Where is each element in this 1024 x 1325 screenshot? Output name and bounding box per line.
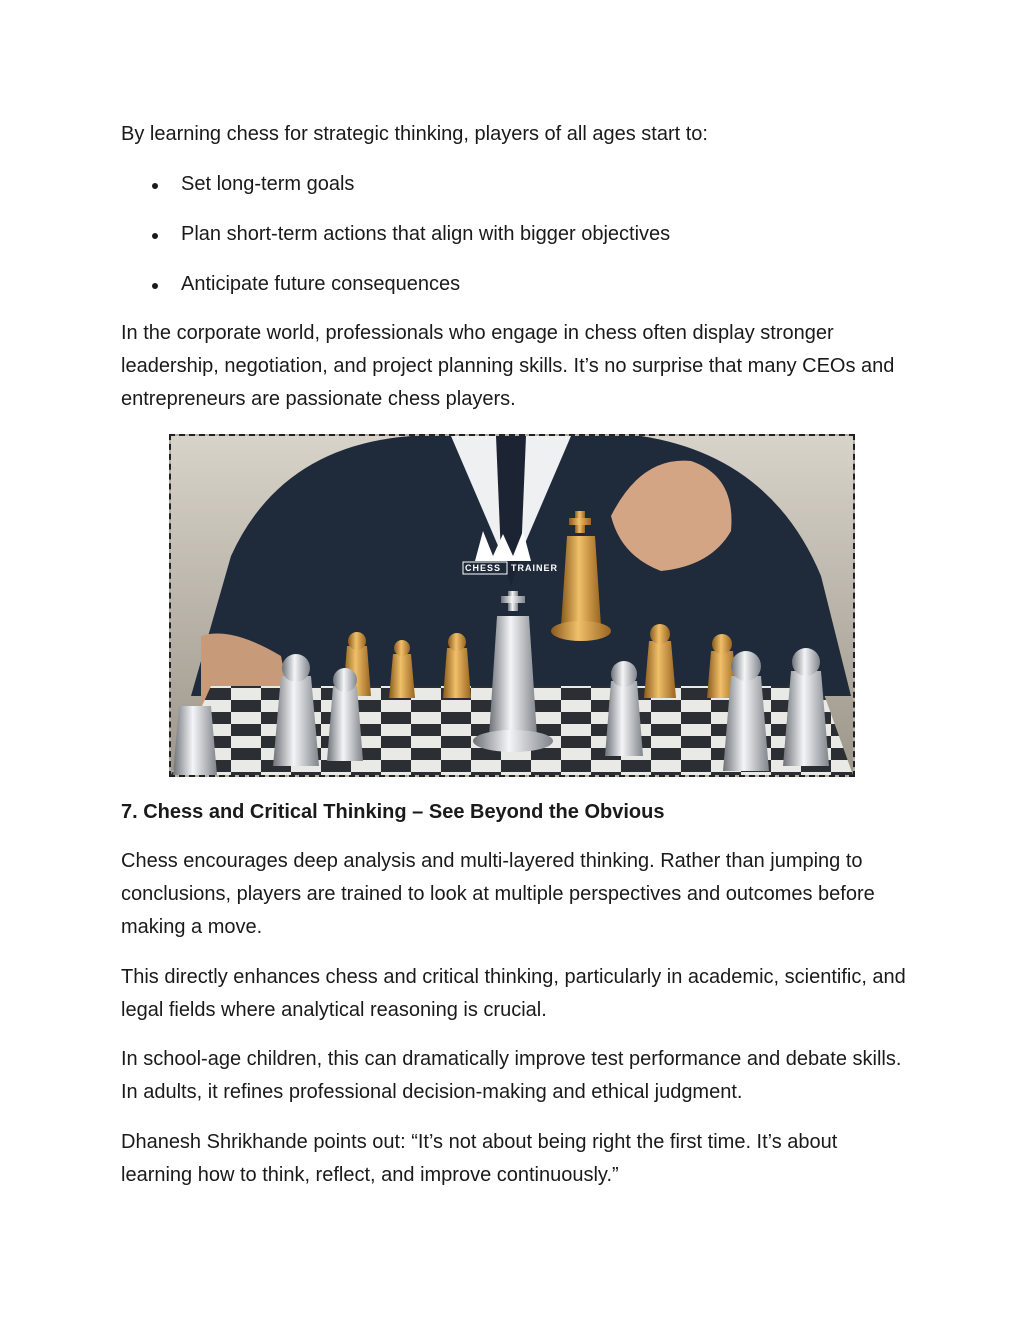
corporate-paragraph: In the corporate world, professionals who engage in chess often display stronger leadership, negotiation, and project planning skills. It’s no surprise that many CEOs and entrepreneurs are passionate chess players. bbox=[121, 322, 895, 410]
intro-paragraph: By learning chess for strategic thinking, players of all ages start to: bbox=[121, 123, 708, 145]
bullet-list bbox=[121, 168, 911, 318]
chess-photo bbox=[169, 434, 855, 777]
bullet-item bbox=[121, 168, 911, 218]
body-paragraph: This directly enhances chess and critical thinking, particularly in academic, scientific, and legal fields where analytical reasoning is crucial. bbox=[121, 966, 906, 1021]
body-paragraph: Chess encourages deep analysis and multi-layered thinking. Rather than jumping to conclusions, players are trained to look at multiple perspectives and outcomes before making a move. bbox=[121, 850, 875, 938]
bullet-text: Anticipate future consequences bbox=[181, 273, 461, 295]
bullet-item bbox=[121, 268, 911, 318]
body-paragraph: In school-age children, this can dramatically improve test performance and debate skills. In adults, it refines professional decision-making and ethical judgment. bbox=[121, 1048, 902, 1103]
bullet-dot-icon bbox=[152, 283, 158, 289]
quote-paragraph: Dhanesh Shrikhande points out: “It’s not about being right the first time. It’s about learning how to think, reflect, and improve continuously.” bbox=[121, 1131, 838, 1186]
bullet-dot-icon bbox=[152, 233, 158, 239]
bullet-text: Plan short-term actions that align with bigger objectives bbox=[181, 223, 671, 245]
logo-word-chess: CHESS bbox=[465, 563, 502, 573]
bullet-item bbox=[121, 218, 911, 268]
bullet-dot-icon bbox=[152, 183, 158, 189]
section-heading: 7. Chess and Critical Thinking – See Beyond the Obvious bbox=[121, 801, 665, 823]
bullet-text: Set long-term goals bbox=[181, 173, 355, 195]
chess-photo-illustration bbox=[171, 436, 853, 775]
logo-word-trainer: TRAINER bbox=[511, 563, 558, 573]
